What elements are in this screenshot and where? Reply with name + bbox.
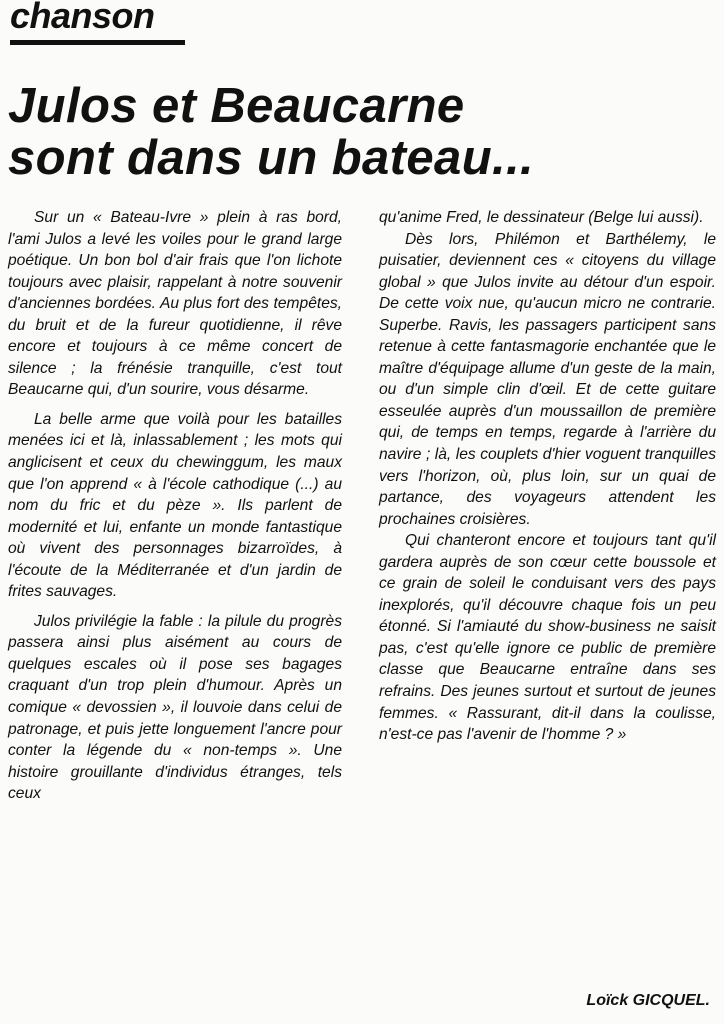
- article-column-left: [8, 207, 342, 805]
- article-paragraph: Dès lors, Philémon et Barthélemy, le puisatier, deviennent ces « citoyens du village global » que Julos invite au détour d'un espoir. De cette voix nue, qu'aucun micro ne contrarie. Superbe. Ravis, les passagers participent sans retenue à cette fantasmagorie enchantée que le maître d'équipage allume d'un geste de la main, ou d'un simple clin d'œil. Et de cette guitare esseulée auprès d'un moussaillon de première qui, de temps en temps, regarde à l'arrière du navire ; là, les couplets d'hier voguent tranquilles vers l'horizon, où, plus loin, sur un quai de partance, des voyageurs attendent les prochaines croisières.: [379, 230, 716, 528]
- headline: [8, 80, 708, 184]
- article-paragraph: qu'anime Fred, le dessinateur (Belge lui aussi).: [379, 209, 704, 226]
- headline-line-1: Julos et Beaucarne: [8, 79, 465, 133]
- article-paragraph: Qui chanteront encore et toujours tant qu'il gardera auprès de son cœur cette boussole et ce grain de soleil le conduisant vers des pays inexplorés, qu'il découvre chaque fois un peu étonné. Si l'amiauté du show-business ne saisit pas, c'est qu'elle ignore ce public de première classe que Beaucarne entraîne dans ses refrains. Des jeunes surtout et surtout de jeunes femmes. « Rassurant, dit-il dans la coulisse, n'est-ce pas l'avenir de l'homme ? »: [379, 532, 716, 744]
- article-paragraph: Sur un « Bateau-Ivre » plein à ras bord, l'ami Julos a levé les voiles pour le grand large poétique. Un bon bol d'air frais que l'on lichote toujours avec plaisir, rappelant à notre souvenir d'anciennes bordées. Au plus fort des tempêtes, du bruit et de la fureur quotidienne, il rêve encore et toujours à ce même concert de silence ; la frénésie tranquille, c'est tout Beaucarne qui, d'un sourire, vous désarme.: [8, 209, 342, 399]
- section-rule: [10, 40, 185, 45]
- author-signature: Loïck GICQUEL.: [586, 992, 710, 1009]
- section-label: chanson: [10, 0, 155, 36]
- article-paragraph: Julos privilégie la fable : la pilule du progrès passera ainsi plus aisément au cours de quelques escales où il pose ses bagages craquant d'un trop plein d'humour. Après un comique « devossien », il louvoie dans celui de patronage, et puis jette longuement l'ancre pour conter la légende du « non-temps ». Une histoire grouillante d'individus étranges, tels ceux: [8, 612, 342, 803]
- headline-line-2: sont dans un bateau...: [8, 131, 535, 185]
- article-paragraph: La belle arme que voilà pour les batailles menées ici et là, inlassablement ; les mots qui anglicisent et ceux du chewinggum, les maux que l'on apprend « à l'école cathodique (...) au nom du fric et du pèze ». Ils parlent de modernité et lui, enfante un monde fantastique où vivent des personnages bizarroïdes, à l'écoute de la Méditerranée et d'un jardin de frites sauvages.: [8, 410, 342, 601]
- article-column-right: [379, 207, 716, 746]
